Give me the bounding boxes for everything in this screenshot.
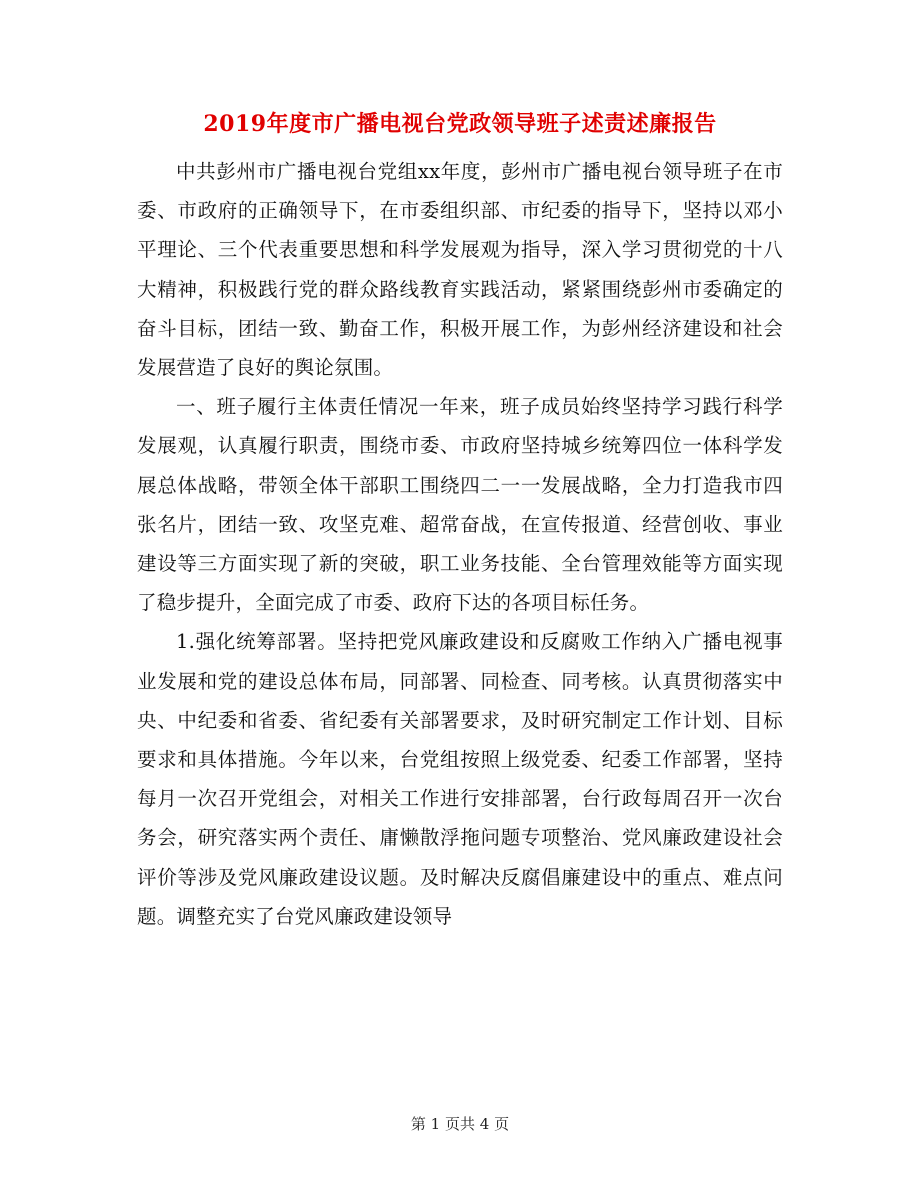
paragraph-intro: 中共彭州市广播电视台党组xx年度，彭州市广播电视台领导班子在市委、市政府的正确领导下，在市委组织部、市纪委的指导下，坚持以邓小平理论、三个代表重要思想和科学发展观为指导，深入学习贯彻党的十八大精神，积极践行党的群众路线教育实践活动，紧紧围绕彭州市委确定的奋斗目标，团结一致、勤奋工作，积极开展工作，为彭州经济建设和社会发展营造了良好的舆论氛围。 [137,160,783,380]
document-body [137,152,783,936]
page-number-footer: 第 1 页共 4 页 [410,1115,510,1133]
document-title: 2019年度市广播电视台党政领导班子述责述廉报告 [203,111,717,137]
paragraph-item-one: 1.强化统筹部署。坚持把党风廉政建设和反腐败工作纳入广播电视事业发展和党的建设总体布局，同部署、同检查、同考核。认真贯彻落实中央、中纪委和省委、省纪委有关部署要求，及时研究制定工作计划、目标要求和具体措施。今年以来，台党组按照上级党委、纪委工作部署，坚持每月一次召开党组会，对相关工作进行安排部署，台行政每周召开一次台务会，研究落实两个责任、庸懒散浮拖问题专项整治、党风廉政建设社会评价等涉及党风廉政建设议题。及时解决反腐倡廉建设中的重点、难点问题。调整充实了台党风廉政建设领导 [137,630,783,928]
paragraph-section-one: 一、班子履行主体责任情况一年来，班子成员始终坚持学习践行科学发展观，认真履行职责，围绕市委、市政府坚持城乡统筹四位一体科学发展总体战略，带领全体干部职工围绕四二一一发展战略，全力打造我市四张名片，团结一致、攻坚克难、超常奋战，在宣传报道、经营创收、事业建设等三方面实现了新的突破，职工业务技能、全台管理效能等方面实现了稳步提升，全面完成了市委、政府下达的各项目标任务。 [137,395,783,615]
